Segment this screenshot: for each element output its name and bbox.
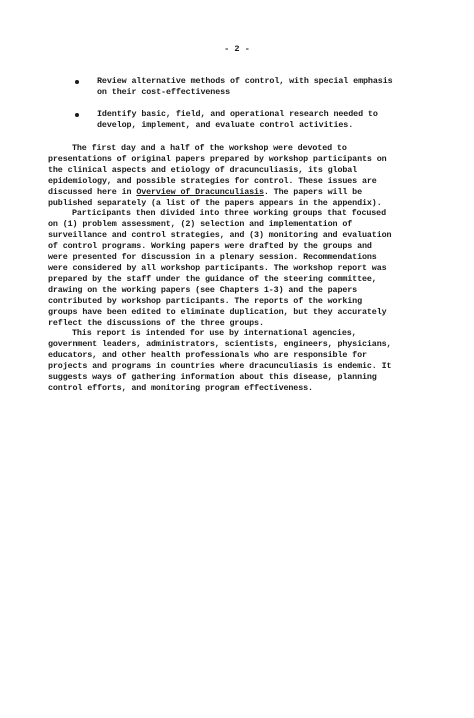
text-line	[48, 187, 448, 198]
bullet-item	[72, 76, 432, 98]
text-line: were presented for discussion in a plenary session. Recommendations	[48, 252, 377, 263]
text-line: projects and programs in countries where dracunculiasis is endemic. It	[48, 361, 392, 372]
bullet-dot-icon	[75, 113, 79, 117]
text-segment: . The papers will be	[263, 186, 362, 197]
text-line: Participants then divided into three working groups that focused	[72, 208, 386, 219]
bullet-line: Identify basic, field, and operational research needed to	[97, 109, 378, 119]
text-line: educators, and other health professionals who are responsible for	[48, 350, 367, 361]
text-line: drawing on the working papers (see Chapters 1-3) and the papers	[48, 284, 358, 295]
text-line: suggests ways of gathering information about this disease, planning	[48, 372, 377, 383]
text-line: government leaders, administrators, scientists, engineers, physicians,	[48, 339, 392, 350]
page-number: - 2 -	[224, 44, 250, 54]
text-line: epidemiology, and possible strategies for control. These issues are	[48, 175, 377, 186]
text-line: reflect the discussions of the three groups.	[48, 317, 264, 328]
text-line: The first day and a half of the workshop were devoted to	[72, 143, 347, 153]
bullet-item	[72, 109, 432, 131]
text-line: of control programs. Working papers were drafted by the groups and	[48, 241, 372, 252]
paragraph-report-audience	[48, 328, 448, 393]
text-line: surveillance and control strategies, and (3) monitoring and evaluation	[48, 230, 392, 241]
paragraph-workshop-presentations	[48, 143, 448, 208]
text-line: control efforts, and monitoring program effectiveness.	[48, 382, 313, 393]
overview-title-reference: Overview of Dracunculiasis	[136, 186, 264, 197]
bullet-dot-icon	[75, 80, 79, 84]
text-segment: discussed here in	[48, 186, 137, 197]
objectives-bullet-list	[72, 76, 432, 142]
text-line: groups have been edited to eliminate duplication, but they accurately	[48, 306, 387, 317]
body-text	[48, 143, 448, 394]
text-line: on (1) problem assessment, (2) selection and implementation of	[48, 219, 353, 230]
paragraph-working-groups	[48, 208, 448, 328]
text-line: presentations of original papers prepared by workshop participants on	[48, 153, 387, 164]
text-line: were considered by all workshop participants. The workshop report was	[48, 262, 387, 273]
bullet-line: Review alternative methods of control, with special emphasis	[97, 76, 393, 86]
text-line: the clinical aspects and etiology of dracunculiasis, its global	[48, 164, 358, 175]
text-line: published separately (a list of the papers appears in the appendix).	[48, 197, 382, 208]
text-line: This report is intended for use by international agencies,	[72, 328, 357, 339]
bullet-line: on their cost-effectiveness	[97, 87, 230, 97]
text-line: prepared by the staff under the guidance of the steering committee,	[48, 273, 377, 284]
bullet-line: develop, implement, and evaluate control activities.	[97, 120, 354, 130]
text-line: contributed by workshop participants. The reports of the working	[48, 295, 362, 306]
